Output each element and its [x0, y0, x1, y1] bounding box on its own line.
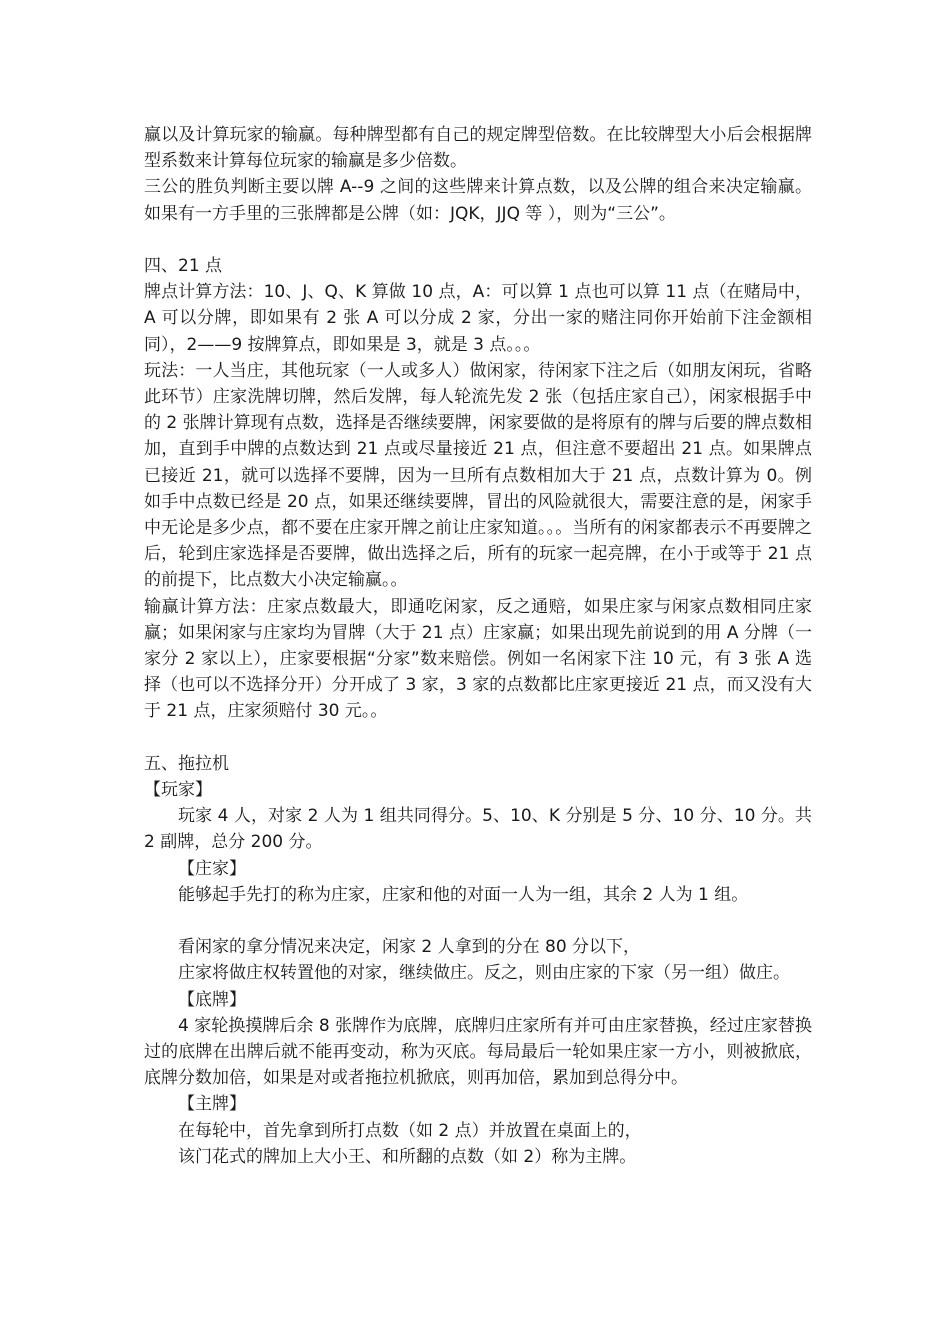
subheading-players: 【玩家】	[144, 780, 212, 801]
sangong-para-2: 三公的胜负判断主要以牌 A--9 之间的这些牌来计算点数，以及公牌的组合来决定输赢。如果有一方手里的三张牌都是公牌（如：JQK，JJQ 等 ），则为“三公”。	[144, 177, 812, 224]
bottom-cards-para: 4 家轮换摸牌后余 8 张牌作为底牌，底牌归庄家所有并可由庄家替换，经过庄家替换过的底牌在出牌后就不能再变动，称为灭底。每局最后一轮如果庄家一方小，则被掀底，底牌分数加倍，如果是对或者拖拉机掀底，则再加倍，累加到总得分中。	[144, 1015, 812, 1089]
dealer-para-1: 能够起手先打的称为庄家，庄家和他的对面一人为一组，其余 2 人为 1 组。	[178, 884, 749, 905]
section-heading-21: 四、21 点	[144, 256, 223, 276]
trump-para-1: 在每轮中，首先拿到所打点数（如 2 点）并放置在桌面上的，	[178, 1120, 642, 1141]
subheading-bottom-cards: 【底牌】	[178, 989, 246, 1010]
dealer-para-3: 庄家将做庄权转置他的对家，继续做庄。反之，则由庄家的下家（另一组）做庄。	[178, 963, 790, 984]
blank-line	[144, 227, 812, 253]
dealer-para-2: 看闲家的拿分情况来决定，闲家 2 人拿到的分在 80 分以下，	[178, 937, 641, 958]
players-para: 玩家 4 人，对家 2 人为 1 组共同得分。5、10、K 分别是 5 分、10 分、10 分。共 2 副牌，总分 200 分。	[144, 806, 812, 853]
document-body	[144, 122, 812, 1170]
blackjack-payout-para: 输赢计算方法：庄家点数最大，即通吃闲家，反之通赔，如果庄家与闲家点数相同庄家赢；如果闲家与庄家均为冒牌（大于 21 点）庄家赢；如果出现先前说到的用 A 分牌（一家分 2 家以上），庄家要根据“分家”数来赔偿。例如一名闲家下注 10 元，有 3 张 A 选择（也可以不选择分开）分开成了 3 家，3 家的点数都比庄家更接近 21 点，而又没有大于 21 点，庄家须赔付 30 元。。	[144, 596, 812, 722]
blackjack-play-para: 玩法：一人当庄，其他玩家（一人或多人）做闲家，待闲家下注之后（如朋友闲玩，省略此环节）庄家洗牌切牌，然后发牌，每人轮流先发 2 张（包括庄家自己），闲家根据手中的 2 张牌计算现有点数，选择是否继续要牌，闲家要做的是将原有的牌与后要的牌点数相加，直到手中牌的点数达到 21 点或尽量接近 21 点，但注意不要超出 21 点。如果牌点已接近 21，就可以选择不要牌，因为一旦所有点数相加大于 21 点，点数计算为 0。例如手中点数已经是 20 点，如果还继续要牌，冒出的风险就很大，需要注意的是，闲家手中无论是多少点，都不要在庄家开牌之前让庄家知道。。。当所有的闲家都表示不再要牌之后，轮到庄家选择是否要牌，做出选择之后，所有的玩家一起亮牌，在小于或等于 21 点的前提下，比点数大小决定输赢。。	[144, 360, 812, 591]
subheading-trump: 【主牌】	[178, 1094, 246, 1115]
blank-line	[144, 725, 812, 751]
blank-line	[144, 908, 812, 934]
section-heading-tuolaji: 五、拖拉机	[144, 753, 229, 774]
trump-para-2: 该门花式的牌加上大小王、和所翻的点数（如 2）称为主牌。	[178, 1146, 637, 1167]
subheading-dealer: 【庄家】	[178, 858, 246, 879]
blackjack-scoring-para: 牌点计算方法：10、J、Q、K 算做 10 点，A：可以算 1 点也可以算 11 点（在赌局中，A 可以分牌，即如果有 2 张 A 可以分成 2 家，分出一家的赌注同你开始前下注金额相同），2——9 按牌算点，即如果是 3，就是 3 点。。。	[144, 282, 812, 355]
sangong-para-1: 赢以及计算玩家的输赢。每种牌型都有自己的规定牌型倍数。在比较牌型大小后会根据牌型系数来计算每位玩家的输赢是多少倍数。	[144, 125, 812, 172]
